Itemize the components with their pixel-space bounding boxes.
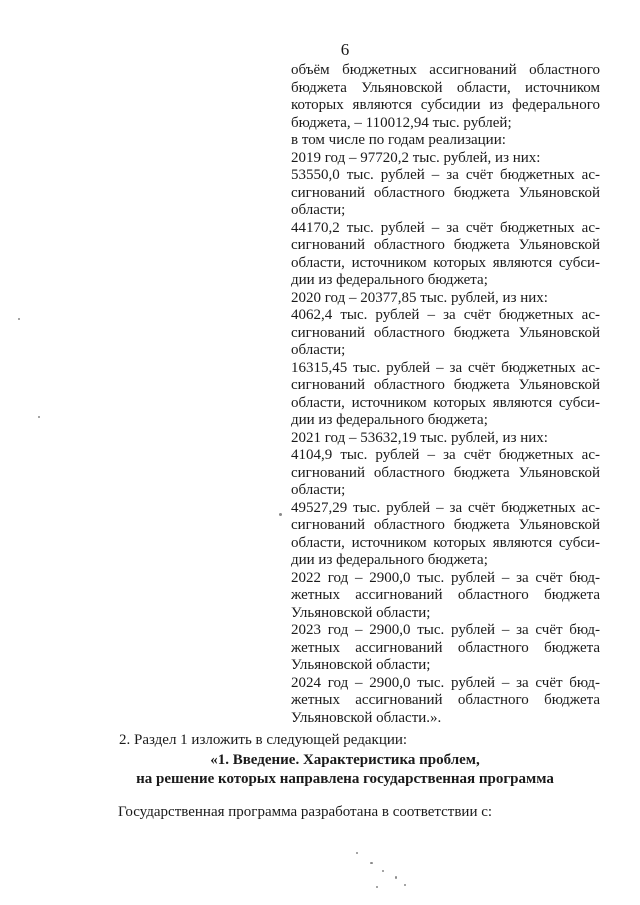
continuation-line: области, источником которых являются субси-: [291, 534, 600, 551]
continuation-line: сигнований областного бюджета Ульяновской: [291, 237, 600, 253]
continuation-line: 16315,45 тыс. рублей – за счёт бюджетных ас-: [291, 359, 600, 376]
continuation-line: бюджета, – 110012,94 тыс. рублей;: [291, 114, 512, 131]
continuation-line: сигнований областного бюджета Ульяновской: [291, 324, 600, 341]
continuation-line: 49527,29 тыс. рублей – за счёт бюджетных ас-: [291, 499, 600, 516]
scan-speck: [18, 318, 20, 320]
scan-speck: [382, 870, 384, 872]
continuation-line: 44170,2 тыс. рублей – за счёт бюджетных ас-: [291, 219, 600, 236]
scan-speck: [404, 884, 406, 886]
continuation-line: бюджета Ульяновской области, источником: [291, 79, 600, 96]
continuation-line: которых являются субсидии из федерального: [291, 97, 600, 113]
continuation-line: дии из федерального бюджета;: [291, 412, 488, 428]
continuation-line: Ульяновской области;: [291, 657, 431, 673]
continuation-line: 53550,0 тыс. рублей – за счёт бюджетных ас-: [291, 167, 600, 183]
section-heading: [100, 751, 590, 789]
scan-speck: [356, 852, 358, 854]
section-instruction: 2. Раздел 1 изложить в следующей редакции:: [119, 732, 408, 748]
scan-speck: [370, 862, 373, 864]
continuation-line: Ульяновской области;: [291, 604, 431, 621]
section-heading-line-2: на решение которых направлена государственная программа: [136, 771, 554, 787]
continuation-line: 2021 год – 53632,19 тыс. рублей, из них:: [291, 429, 548, 446]
continuation-line: в том числе по годам реализации:: [291, 132, 506, 148]
continuation-line: жетных ассигнований областного бюджета: [291, 587, 600, 603]
continuation-line: дии из федерального бюджета;: [291, 272, 488, 288]
continuation-line: жетных ассигнований областного бюджета: [291, 639, 600, 656]
continuation-line: 2023 год – 2900,0 тыс. рублей – за счёт бюд-: [291, 622, 600, 638]
continuation-line: Ульяновской области.».: [291, 709, 442, 726]
continuation-line: сигнований областного бюджета Ульяновской: [291, 517, 600, 533]
scan-speck: [38, 416, 40, 418]
continuation-line: объём бюджетных ассигнований областного: [291, 62, 600, 78]
continuation-line: области, источником которых являются субси-: [291, 254, 600, 271]
continuation-line: сигнований областного бюджета Ульяновской: [291, 464, 600, 481]
continuation-line: области, источником которых являются субси-: [291, 394, 600, 411]
continuation-line: 2020 год – 20377,85 тыс. рублей, из них:: [291, 289, 548, 306]
scan-speck: [376, 886, 378, 888]
continuation-line: 2022 год – 2900,0 тыс. рублей – за счёт бюд-: [291, 569, 600, 586]
page-number: 6: [340, 40, 350, 59]
scan-speck: [279, 513, 282, 516]
continuation-line: дии из федерального бюджета;: [291, 552, 488, 568]
continuation-line: сигнований областного бюджета Ульяновской: [291, 184, 600, 201]
intro-paragraph: Государственная программа разработана в соответствии с:: [118, 804, 493, 820]
continuation-line: области;: [291, 342, 346, 358]
continuation-line: области;: [291, 202, 346, 218]
continuation-line: 2019 год – 97720,2 тыс. рублей, из них:: [291, 149, 541, 166]
continuation-line: 4062,4 тыс. рублей – за счёт бюджетных ас-: [291, 307, 600, 323]
continuation-line: области;: [291, 482, 346, 498]
continuation-line: 4104,9 тыс. рублей – за счёт бюджетных ас-: [291, 447, 600, 463]
continuation-line: жетных ассигнований областного бюджета: [291, 692, 600, 708]
continuation-line: 2024 год – 2900,0 тыс. рублей – за счёт бюд-: [291, 674, 600, 691]
continuation-line: сигнований областного бюджета Ульяновской: [291, 377, 600, 393]
section-heading-line-1: «1. Введение. Характеристика проблем,: [210, 752, 480, 768]
scan-speck: [395, 876, 397, 879]
budget-continuation-column: [291, 62, 600, 727]
